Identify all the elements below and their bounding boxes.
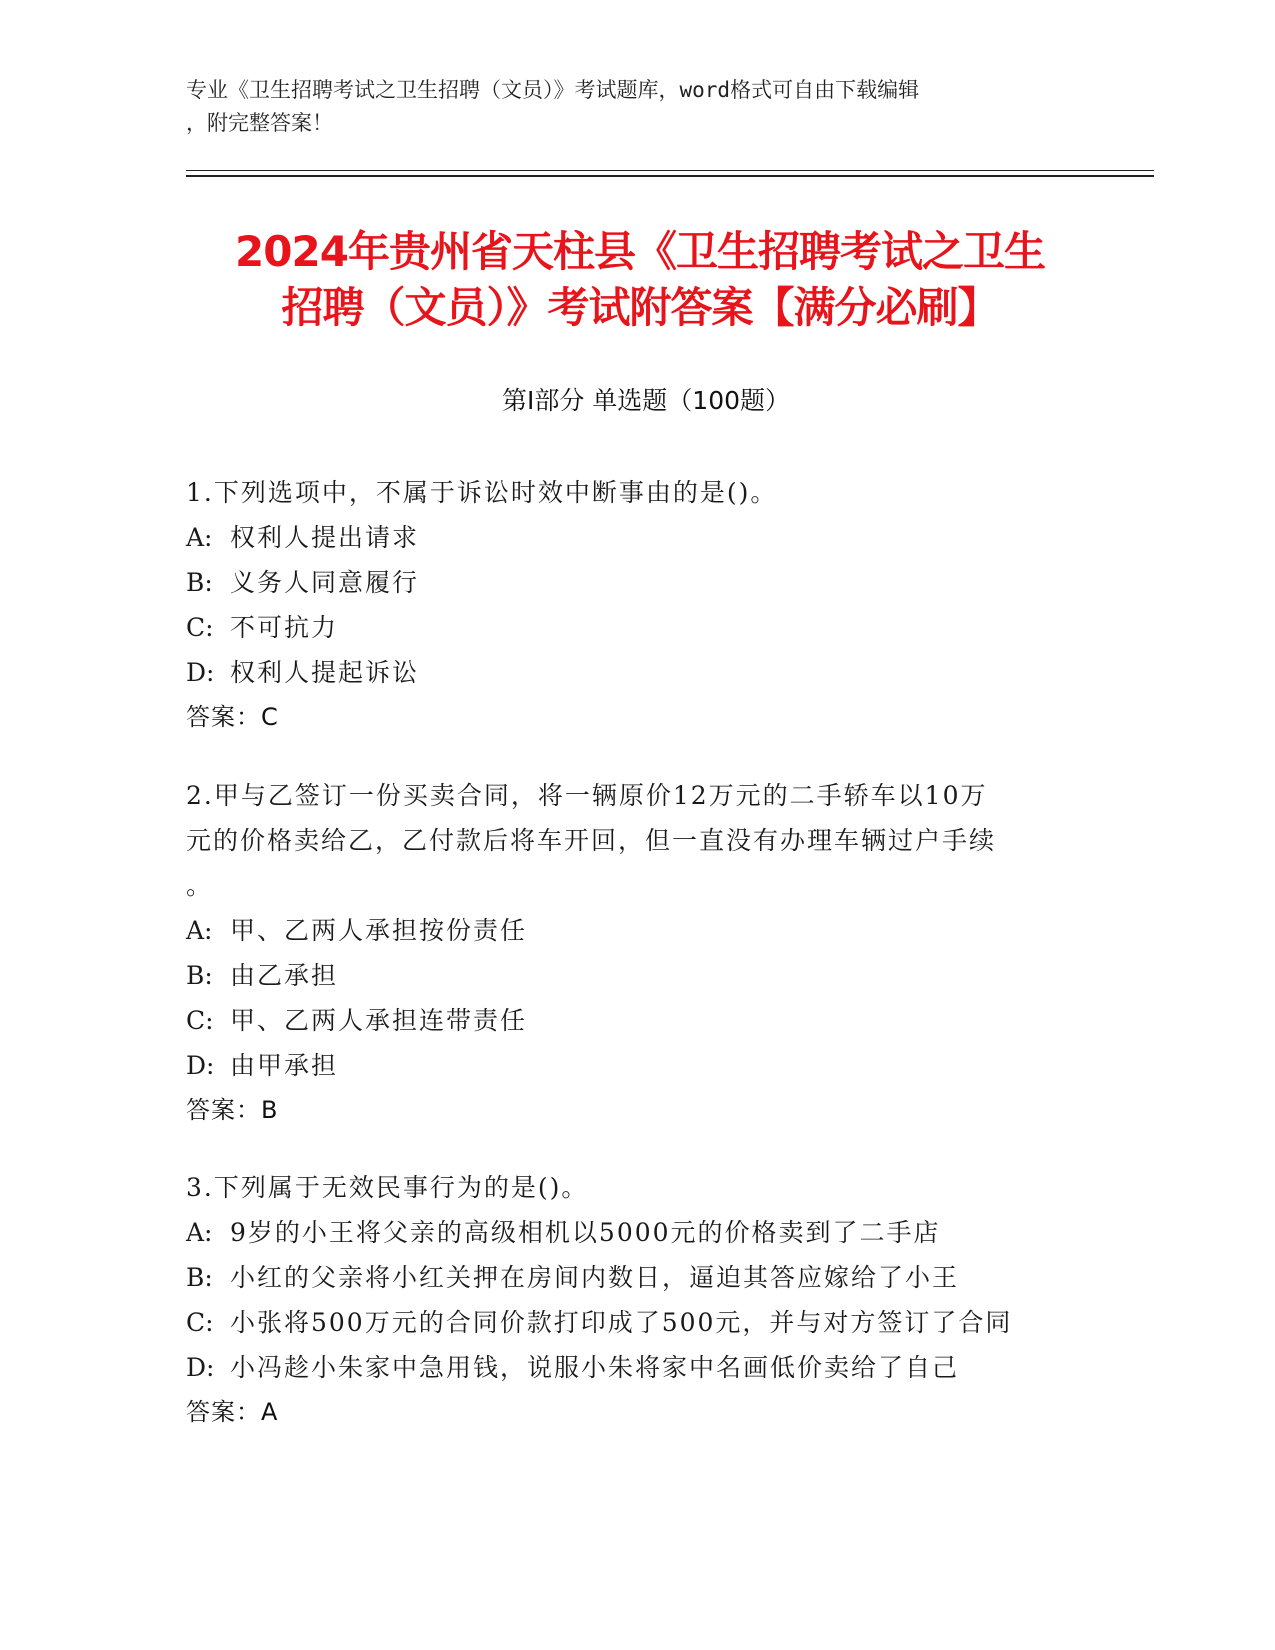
option-d	[186, 1345, 1086, 1390]
answer-line: 答案：A	[186, 1398, 279, 1426]
question-text: 1.下列选项中，不属于诉讼时效中断事由的是()。	[186, 478, 778, 507]
option-key: C:	[186, 613, 214, 642]
option-text: 权利人提起诉讼	[230, 658, 420, 687]
question-text: 2.甲与乙签订一份买卖合同，将一辆原价12万元的二手轿车以10万	[186, 781, 988, 810]
document-title-line-2: 招聘（文员）》考试附答案【满分必刷】	[281, 283, 999, 332]
option-c	[186, 605, 1086, 650]
answer-line: 答案：C	[186, 703, 279, 731]
option-text: 甲、乙两人承担连带责任	[230, 1006, 528, 1035]
option-key: C:	[186, 1006, 214, 1035]
option-text: 小张将500万元的合同价款打印成了500元，并与对方签订了合同	[230, 1308, 1013, 1337]
option-key: B:	[186, 961, 213, 990]
header-note-line-2: ，附完整答案！	[186, 111, 333, 135]
question-text: 元的价格卖给乙，乙付款后将车开回，但一直没有办理车辆过户手续	[186, 826, 997, 855]
option-b	[186, 953, 1086, 998]
option-a	[186, 1210, 1086, 1255]
header-divider-top	[186, 170, 1154, 171]
option-key: B:	[186, 1263, 213, 1292]
option-c	[186, 1300, 1086, 1345]
option-text: 义务人同意履行	[230, 568, 420, 597]
question-1	[186, 470, 1086, 740]
answer-line: 答案：B	[186, 1096, 279, 1124]
question-text: 3.下列属于无效民事行为的是()。	[186, 1173, 589, 1202]
option-key: D:	[186, 1353, 215, 1382]
document-title	[170, 224, 1110, 336]
option-text: 不可抗力	[230, 613, 339, 642]
section-heading: 第Ⅰ部分 单选题（100题）	[501, 386, 791, 415]
header-note-line-1: 专业《卫生招聘考试之卫生招聘（文员）》考试题库，word格式可自由下载编辑	[186, 78, 920, 102]
option-key: A:	[186, 1218, 213, 1247]
option-text: 9岁的小王将父亲的高级相机以5000元的价格卖到了二手店	[230, 1218, 941, 1247]
header-divider-bottom	[186, 175, 1154, 177]
option-text: 权利人提出请求	[230, 523, 420, 552]
option-d	[186, 650, 1086, 695]
option-a	[186, 908, 1086, 953]
option-key: C:	[186, 1308, 214, 1337]
header-note	[186, 74, 1066, 140]
option-text: 由甲承担	[230, 1051, 339, 1080]
option-b	[186, 560, 1086, 605]
option-text: 由乙承担	[230, 961, 339, 990]
option-text: 小冯趁小朱家中急用钱，说服小朱将家中名画低价卖给了自己	[230, 1353, 960, 1382]
option-b	[186, 1255, 1086, 1300]
option-key: A:	[186, 523, 213, 552]
document-title-line-1: 2024年贵州省天柱县《卫生招聘考试之卫生	[235, 227, 1045, 276]
question-text: 。	[186, 871, 214, 900]
option-a	[186, 515, 1086, 560]
option-text: 甲、乙两人承担按份责任	[230, 916, 528, 945]
option-key: A:	[186, 916, 213, 945]
option-text: 小红的父亲将小红关押在房间内数日，逼迫其答应嫁给了小王	[230, 1263, 960, 1292]
question-3	[186, 1165, 1086, 1435]
option-key: D:	[186, 1051, 215, 1080]
option-key: B:	[186, 568, 213, 597]
option-d	[186, 1043, 1086, 1088]
question-2	[186, 773, 1086, 1133]
option-c	[186, 998, 1086, 1043]
option-key: D:	[186, 658, 215, 687]
